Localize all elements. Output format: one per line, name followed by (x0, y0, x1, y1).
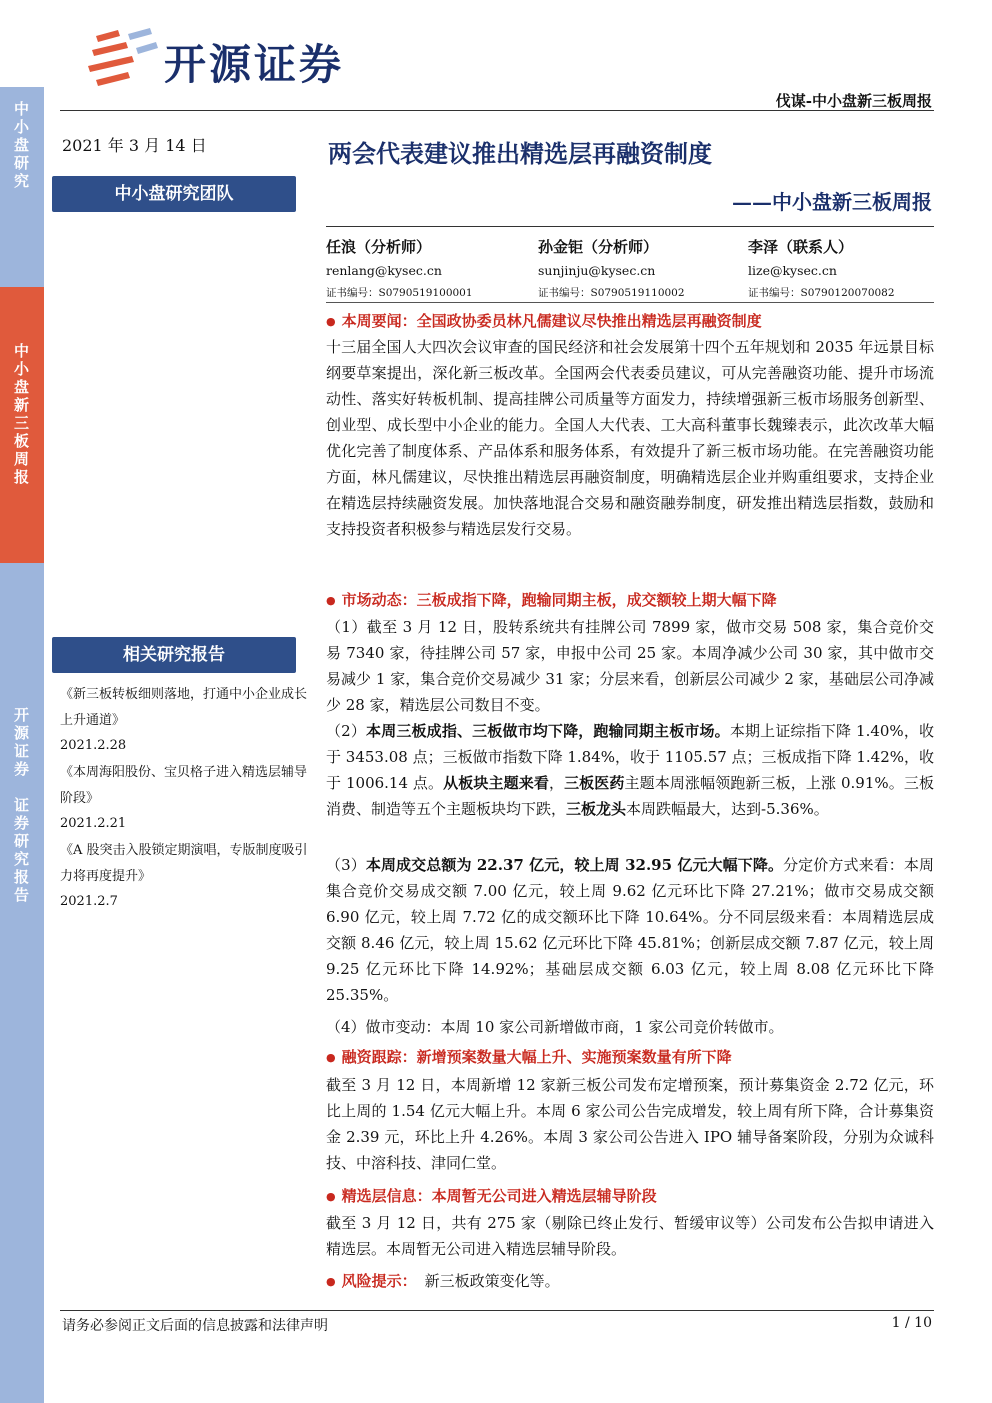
page-number: 1 / 10 (891, 1315, 932, 1331)
analyst-cert (748, 285, 958, 300)
side-tab-top-label: 中 小 盘 研 究 (13, 100, 30, 190)
analyst-card (748, 236, 958, 300)
para-emphasis: 三板医药 (564, 774, 625, 792)
para-text: 主题本周涨幅领跑新三板，上涨 0.91%。三板消费、制造等五个主题板块均下跌， (326, 774, 934, 818)
section-heading-text: 风险提示： (341, 1272, 417, 1290)
analyst-name: 孙金钜（分析师） (538, 238, 659, 256)
section-heading-financing (326, 1046, 934, 1067)
para-text: 本周跌幅最大，达到-5.36%。 (626, 800, 829, 818)
header-divider (60, 110, 934, 111)
section-heading-market (326, 589, 934, 610)
risk-body: 新三板政策变化等。 (424, 1272, 560, 1290)
side-tab-middle-label: 中 小 盘 新 三 板 周 报 (13, 342, 30, 486)
bullet-icon: ● (326, 594, 336, 607)
para-emphasis: 三板龙头 (566, 800, 627, 818)
section-heading-text: 精选层信息：本周暂无公司进入精选层辅导阶段 (341, 1187, 657, 1205)
para-emphasis: 本周成交总额为 22.37 亿元，较上周 32.95 亿元大幅下降。 (365, 856, 784, 874)
market-paragraph-3 (326, 852, 934, 1008)
footer-disclaimer: 请务必参阅正文后面的信息披露和法律声明 (62, 1318, 328, 1334)
analyst-email[interactable]: sunjinju@kysec.cn (538, 263, 656, 278)
cert-number: S0790120070082 (800, 287, 895, 299)
team-label: 中小盘研究团队 (52, 176, 296, 212)
para-lead: （3） (326, 856, 366, 874)
page-title: 两会代表建议推出精选层再融资制度 (328, 139, 712, 168)
side-tab-bottom-label: 开 源 证 券 证 券 研 究 报 告 (13, 706, 30, 904)
cert-number: S0790519110002 (590, 287, 685, 299)
related-report-date: 2021.2.7 (60, 894, 118, 909)
related-report-link[interactable]: 《本周海阳股份、宝贝格子进入精选层辅导阶段》 (60, 765, 308, 806)
related-report-link[interactable]: 《新三板转板细则落地，打通中小企业成长上升通道》 (60, 687, 308, 728)
cert-number: S0790519100001 (378, 287, 473, 299)
analyst-cert (538, 285, 748, 300)
report-date: 2021 年 3 月 14 日 (62, 136, 207, 155)
brand-logo-icon (88, 28, 160, 88)
analyst-name: 任浪（分析师） (326, 238, 432, 256)
para-emphasis: 从板块主题来看 (443, 774, 549, 792)
para-text: ， (548, 774, 565, 792)
brand-logo (88, 28, 378, 88)
cert-label: 证书编号： (538, 287, 591, 299)
bullet-icon: ● (326, 1190, 336, 1203)
section-heading-text: 融资跟踪：新增预案数量大幅上升、实施预案数量有所下降 (341, 1048, 732, 1066)
related-report-date: 2021.2.28 (60, 738, 127, 753)
market-paragraph-1: （1）截至 3 月 12 日，股转系统共有挂牌公司 7899 家，做市交易 508 家，集合竞价交易 7340 家，待挂牌公司 57 家，申报中公司 25 家。本周净减少公司 30 家，其中做市交易减少 1 家，集合竞价交易减少 31 家；分层来看，创新层公司减少 2 家，基础层公司净减少 28 家，精选层公司数目不变。 (326, 618, 934, 714)
related-report-date: 2021.2.21 (60, 816, 127, 831)
related-reports-title: 相关研究报告 (52, 637, 296, 673)
brand-name: 开源证券 (164, 40, 345, 89)
bullet-icon: ● (326, 315, 336, 328)
section-body-financing: 截至 3 月 12 日，本周新增 12 家新三板公司发布定增预案，预计募集资金 2.72 亿元，环比上周的 1.54 亿元大幅上升。本周 6 家公司公告完成增发，较上周有所下降，合计募集资金 2.39 元，环比上升 4.26%。本周 3 家公司公告进入 IPO 辅导备案阶段，分别为众诚科技、中溶科技、津同仁堂。 (326, 1076, 934, 1172)
cert-label: 证书编号： (326, 287, 379, 299)
para-emphasis: 本周三板成指、三板做市均下降，跑输同期主板市场。 (366, 722, 730, 740)
analyst-email[interactable]: renlang@kysec.cn (326, 263, 442, 278)
analyst-name: 李泽（联系人） (748, 238, 854, 256)
section-heading-risk (326, 1270, 934, 1291)
bullet-icon: ● (326, 1275, 336, 1288)
section-body-select-layer: 截至 3 月 12 日，共有 275 家（剔除已终止发行、暂缓审议等）公司发布公告拟申请进入精选层。本周暂无公司进入精选层辅导阶段。 (326, 1214, 934, 1258)
analyst-email[interactable]: lize@kysec.cn (748, 263, 837, 278)
related-report-link[interactable]: 《A 股突击入股锁定期演唱，专版制度吸引力将再度提升》 (60, 843, 308, 884)
section-heading-select-layer (326, 1185, 934, 1206)
section-heading-text: 本周要闻：全国政协委员林凡儒建议尽快推出精选层再融资制度 (341, 312, 762, 330)
analyst-cert (326, 285, 536, 300)
section-body-news: 十三届全国人大四次会议审查的国民经济和社会发展第十四个五年规划和 2035 年远景目标纲要草案提出，深化新三板改革。全国两会代表委员建议，可从完善融资功能、提升市场流动性、落实好转板机制、提高挂牌公司质量等方面发力，持续增强新三板市场服务创新型、创业型、成长型中小企业的能力。全国人大代表、工大高科董事长魏臻表示，此次改革大幅优化完善了制度体系、产品体系和服务体系，有效提升了新三板市场功能。在完善融资功能方面，林凡儒建议，尽快推出精选层再融资制度，明确精选层企业并购重组要求，支持企业在精选层持续融资发展。加快落地混合交易和融资融券制度，研发推出精选层指数，鼓励和支持投资者积极参与精选层发行交易。 (326, 338, 934, 538)
section-heading-text: 市场动态：三板成指下降，跑输同期主板，成交额较上期大幅下降 (341, 591, 777, 609)
market-paragraph-4: （4）做市变动：本周 10 家公司新增做市商，1 家公司竞价转做市。 (326, 1018, 784, 1036)
side-tab-bottom (0, 563, 44, 1403)
market-paragraph-2 (326, 718, 934, 822)
footer-divider (60, 1310, 934, 1311)
analyst-divider (326, 302, 934, 303)
cert-label: 证书编号： (748, 287, 801, 299)
report-series: 伐谋-中小盘新三板周报 (775, 92, 932, 110)
page-subtitle: ——中小盘新三板周报 (732, 190, 932, 214)
para-text: 本期上证综指下降 1.40%，收于 3453.08 点；三板做市指数下降 1.84%，收于 1105.57 点；三板成指下降 1.42%，收于 1006.14 点。 (326, 722, 935, 792)
title-divider (326, 226, 934, 227)
section-heading-news (326, 310, 934, 331)
analyst-card (326, 236, 536, 300)
para-lead: （2） (326, 722, 367, 740)
analyst-card (538, 236, 748, 300)
bullet-icon: ● (326, 1051, 336, 1064)
para-text: 分定价方式来看：本周集合竞价交易成交额 7.00 亿元，较上周 9.62 亿元环比下降 27.21%；做市交易成交额 6.90 亿元，较上周 7.72 亿的成交额环比下降 10.64%。分不同层级来看：本周精选层成交额 8.46 亿元，较上周 15.62 亿元环比下降 45.81%；创新层成交额 7.87 亿元，较上周 9.25 亿元环比下降 14.92%；基础层成交额 6.03 亿元，较上周 8.08 亿元环比下降 25.35%。 (326, 856, 934, 1004)
